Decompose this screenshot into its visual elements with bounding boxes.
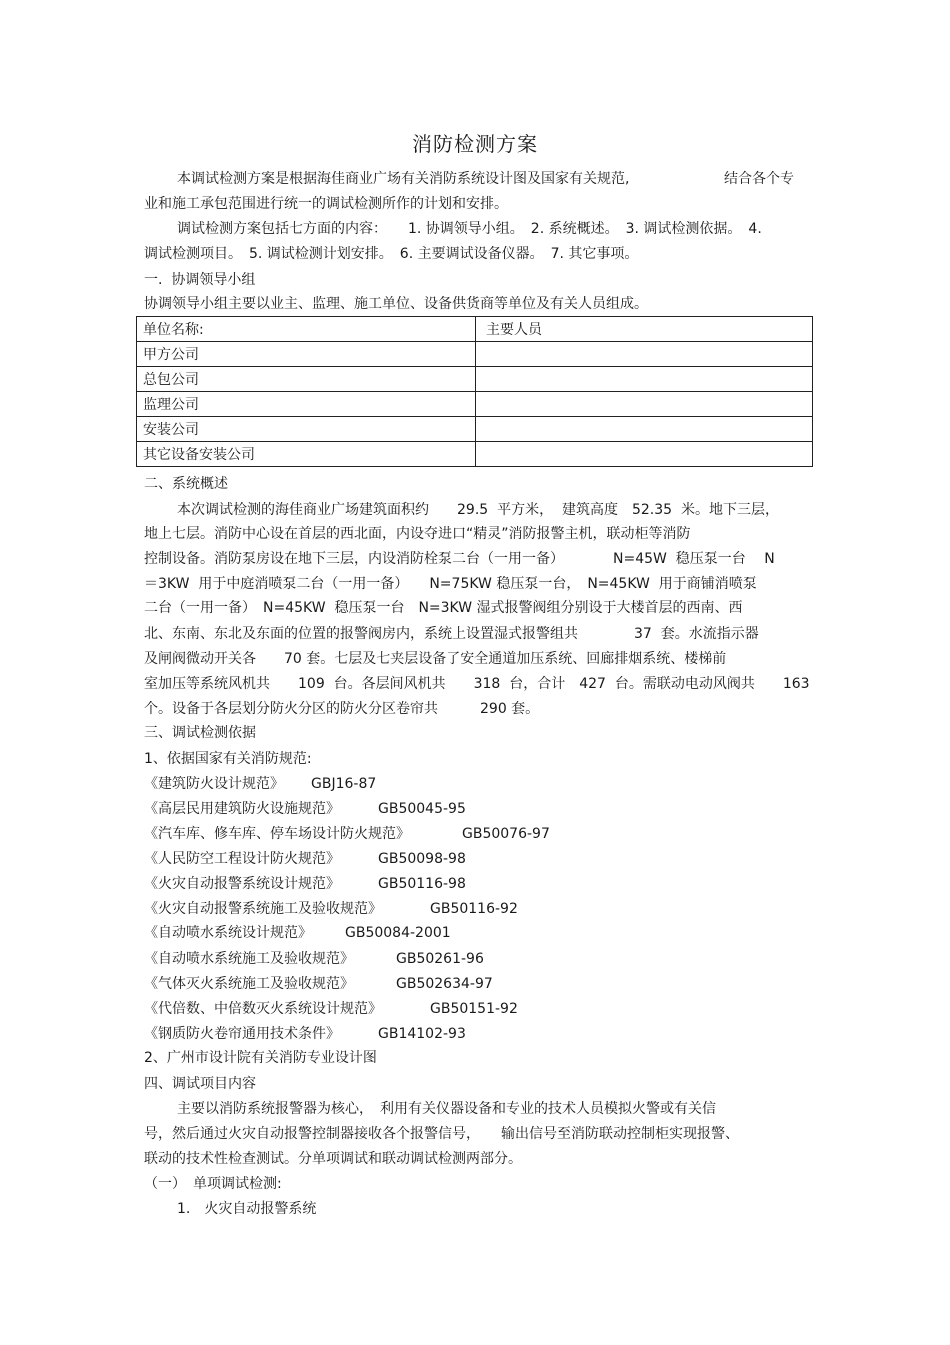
standard-name: 《火灾自动报警系统施工及验收规范》 <box>144 901 382 917</box>
table-header-row <box>137 317 813 342</box>
section2-line: 本次调试检测的海佳商业广场建筑面积约 29.5 平方米， 建筑高度 52.35 米。地下三层， <box>177 502 779 518</box>
table-cell <box>476 417 813 442</box>
intro-p1-line1a: 本调试检测方案是根据海佳商业广场有关消防系统设计图及国家有关规范, <box>177 171 630 187</box>
standard-code: GB14102-93 <box>378 1026 466 1042</box>
standard-name: 《钢质防火卷帘通用技术条件》 <box>144 1026 340 1042</box>
section2-line: 个。设备于各层划分防火分区的防火分区卷帘共 290 套。 <box>144 701 540 717</box>
standard-code: GB50116-92 <box>430 901 518 917</box>
section2-line: ＝3KW 用于中庭消喷泵二台（一用一备） N=75KW 稳压泵一台， N=45KW 用于商铺消喷泵 <box>144 576 757 592</box>
table-header-cell: 主要人员 <box>476 317 813 342</box>
section2-line: 室加压等系统风机共 109 台。各层间风机共 318 台，合计 427 台。需联动电动风阀共 163 <box>144 676 810 692</box>
section3-heading: 三、调试检测依据 <box>144 725 256 741</box>
standard-name: 《高层民用建筑防火设施规范》 <box>144 801 340 817</box>
section2-line: 及闸阀微动开关各 70 套。七层及七夹层设备了安全通道加压系统、回廊排烟系统、楼梯前 <box>144 651 727 667</box>
section4-line: 主要以消防系统报警器为核心， 利用有关仪器设备和专业的技术人员模拟火警或有关信 <box>177 1101 716 1117</box>
section2-heading: 二、系统概述 <box>144 476 228 492</box>
intro-p1-line2: 业和施工承包范围进行统一的调试检测所作的计划和安排。 <box>144 196 508 212</box>
table-cell: 其它设备安装公司 <box>137 442 476 467</box>
standard-name: 《自动喷水系统施工及验收规范》 <box>144 951 354 967</box>
standard-code: GB50076-97 <box>462 826 550 842</box>
intro-p1-line1b: 结合各个专 <box>724 171 794 187</box>
standard-name: 《建筑防火设计规范》 <box>144 776 284 792</box>
table-cell: 监理公司 <box>137 392 476 417</box>
section2-line: 地上七层。消防中心设在首层的西北面，内设夺进口“精灵”消防报警主机，联动柜等消防 <box>144 526 691 542</box>
section1-heading: 一. 协调领导小组 <box>144 272 256 288</box>
standard-name: 《气体灭火系统施工及验收规范》 <box>144 976 354 992</box>
standard-code: GB50084-2001 <box>345 925 451 941</box>
section4-line: 联动的技术性检查测试。分单项调试和联动调试检测两部分。 <box>144 1151 522 1167</box>
section2-line: 控制设备。消防泵房设在地下三层，内设消防栓泵二台（一用一备） N=45W 稳压泵一台 N <box>144 551 775 567</box>
section4-line: 号，然后通过火灾自动报警控制器接收各个报警信号， 输出信号至消防联动控制柜实现报警、 <box>144 1126 739 1142</box>
table-header-cell: 单位名称: <box>137 317 476 342</box>
leadership-table <box>136 316 813 467</box>
table-cell <box>476 392 813 417</box>
intro-p2-line1: 调试检测方案包括七方面的内容： 1. 协调领导小组。 2. 系统概述。 3. 调试检测依据。 4. <box>177 221 762 237</box>
table-row <box>137 342 813 367</box>
table-cell: 甲方公司 <box>137 342 476 367</box>
table-row <box>137 442 813 467</box>
section4-item1: 1. 火灾自动报警系统 <box>177 1201 317 1217</box>
section2-line: 北、东南、东北及东面的位置的报警阀房内，系统上设置湿式报警组共 37 套。水流指示器 <box>144 626 759 642</box>
standard-code: GB50261-96 <box>396 951 484 967</box>
table-cell: 安装公司 <box>137 417 476 442</box>
page-title: 消防检测方案 <box>412 132 538 156</box>
standard-code: GB502634-97 <box>396 976 493 992</box>
section3-sub2: 2、广州市设计院有关消防专业设计图 <box>144 1050 377 1066</box>
standard-code: GB50151-92 <box>430 1001 518 1017</box>
table-row <box>137 367 813 392</box>
intro-p2-line2: 调试检测项目。 5. 调试检测计划安排。 6. 主要调试设备仪器。 7. 其它事项。 <box>144 246 639 262</box>
section4-sub-a: （一） 单项调试检测: <box>144 1176 282 1192</box>
table-cell <box>476 367 813 392</box>
standard-code: GB50116-98 <box>378 876 466 892</box>
table-cell <box>476 442 813 467</box>
standard-code: GB50098-98 <box>378 851 466 867</box>
standard-code: GB50045-95 <box>378 801 466 817</box>
standard-code: GBJ16-87 <box>311 776 377 792</box>
table-cell <box>476 342 813 367</box>
section3-sub1: 1、依据国家有关消防规范: <box>144 751 312 767</box>
table-row <box>137 392 813 417</box>
standard-name: 《自动喷水系统设计规范》 <box>144 925 312 941</box>
standard-name: 《人民防空工程设计防火规范》 <box>144 851 340 867</box>
section1-desc: 协调领导小组主要以业主、监理、施工单位、设备供货商等单位及有关人员组成。 <box>144 296 648 312</box>
section4-heading: 四、调试项目内容 <box>144 1076 256 1092</box>
standard-name: 《代倍数、中倍数灭火系统设计规范》 <box>144 1001 382 1017</box>
table-cell: 总包公司 <box>137 367 476 392</box>
table-row <box>137 417 813 442</box>
section2-line: 二台（一用一备） N=45KW 稳压泵一台 N=3KW 湿式报警阀组分别设于大楼首层的西南、西 <box>144 600 743 616</box>
standard-name: 《火灾自动报警系统设计规范》 <box>144 876 340 892</box>
standard-name: 《汽车库、修车库、停车场设计防火规范》 <box>144 826 410 842</box>
